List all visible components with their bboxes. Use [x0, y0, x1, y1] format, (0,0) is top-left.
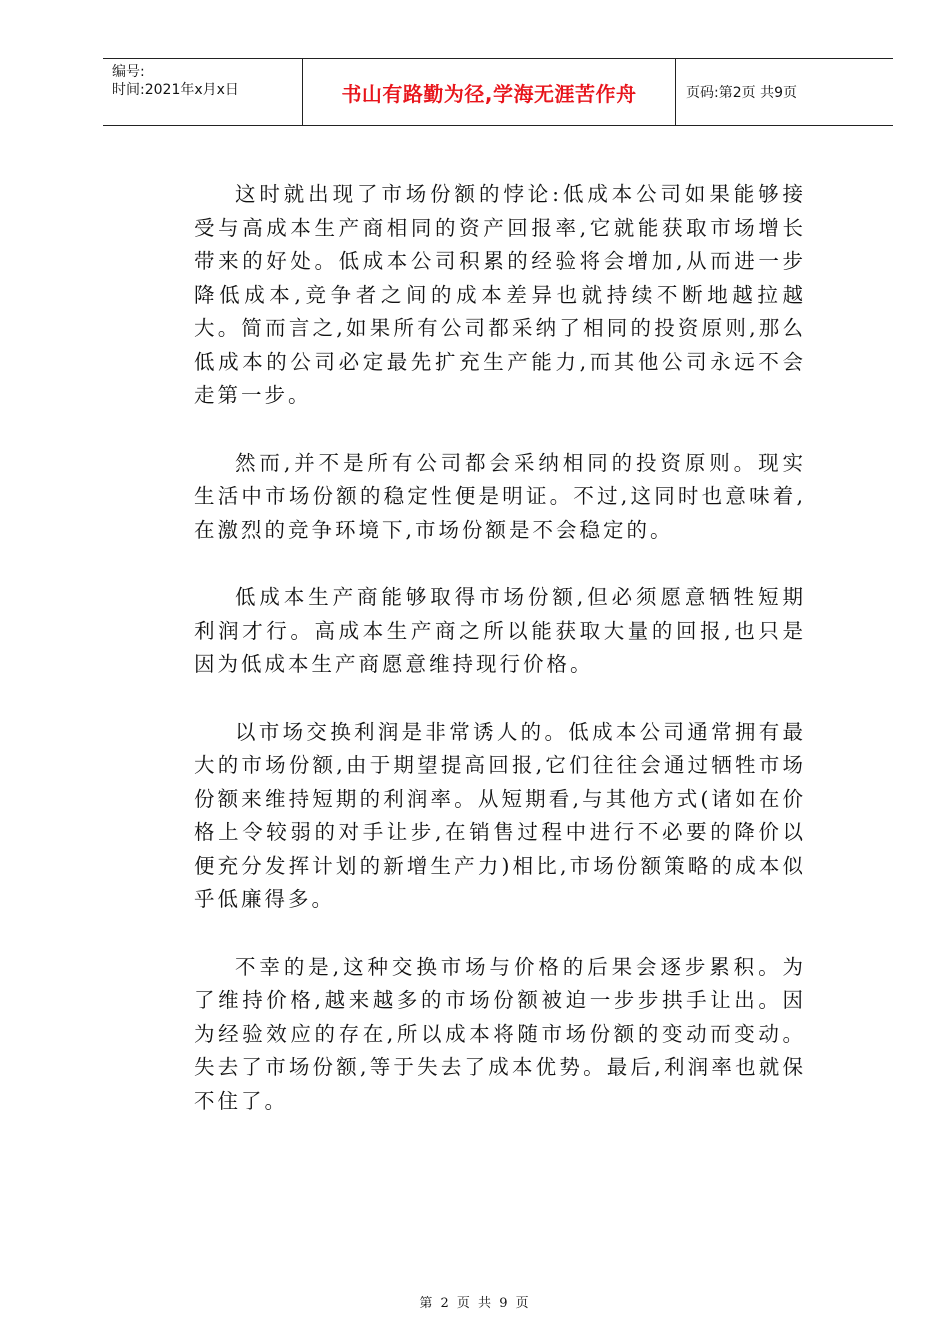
- paragraph: 不幸的是,这种交换市场与价格的后果会逐步累积。为了维持价格,越来越多的市场份额被迫一步步拱手让出。因为经验效应的存在,所以成本将随市场份额的变动而变动。失去了市场份额,等于失去了成本优势。最后,利润率也就保不住了。: [194, 954, 806, 1113]
- paragraph: 以市场交换利润是非常诱人的。低成本公司通常拥有最大的市场份额,由于期望提高回报,它们往往会通过牺牲市场份额来维持短期的利润率。从短期看,与其他方式(诸如在价格上令较弱的对手让步,在销售过程中进行不必要的降价以便充分发挥计划的新增生产力)相比,市场份额策略的成本似乎低廉得多。: [194, 719, 806, 911]
- motto-text: 书山有路勤为径,学海无涯苦作舟: [341, 81, 637, 106]
- page-header: [103, 58, 893, 126]
- doc-number-label: 编号:: [112, 64, 145, 80]
- paragraph: 低成本生产商能够取得市场份额,但必须愿意牺牲短期利润才行。高成本生产商之所以能获取大量的回报,也只是因为低成本生产商愿意维持现行价格。: [194, 585, 806, 676]
- time-label: 时间:2021年x月x日: [112, 82, 239, 98]
- document-body: [194, 178, 806, 1152]
- header-page-info: [676, 59, 893, 125]
- page-footer: [0, 1292, 950, 1311]
- paragraph: 然而,并不是所有公司都会采纳相同的投资原则。现实生活中市场份额的稳定性便是明证。不过,这同时也意味着,在激烈的竞争环境下,市场份额是不会稳定的。: [194, 450, 806, 542]
- page-info-text: 页码:第2页 共9页: [686, 85, 797, 101]
- header-motto-cell: [303, 59, 676, 125]
- footer-page-number: 第 2 页 共 9 页: [419, 1296, 531, 1311]
- header-meta: [103, 59, 303, 125]
- paragraph: 这时就出现了市场份额的悖论:低成本公司如果能够接受与高成本生产商相同的资产回报率,它就能获取市场增长带来的好处。低成本公司积累的经验将会增加,从而进一步降低成本,竞争者之间的成本差异也就持续不断地越拉越大。简而言之,如果所有公司都采纳了相同的投资原则,那么低成本的公司必定最先扩充生产能力,而其他公司永远不会走第一步。: [194, 182, 806, 407]
